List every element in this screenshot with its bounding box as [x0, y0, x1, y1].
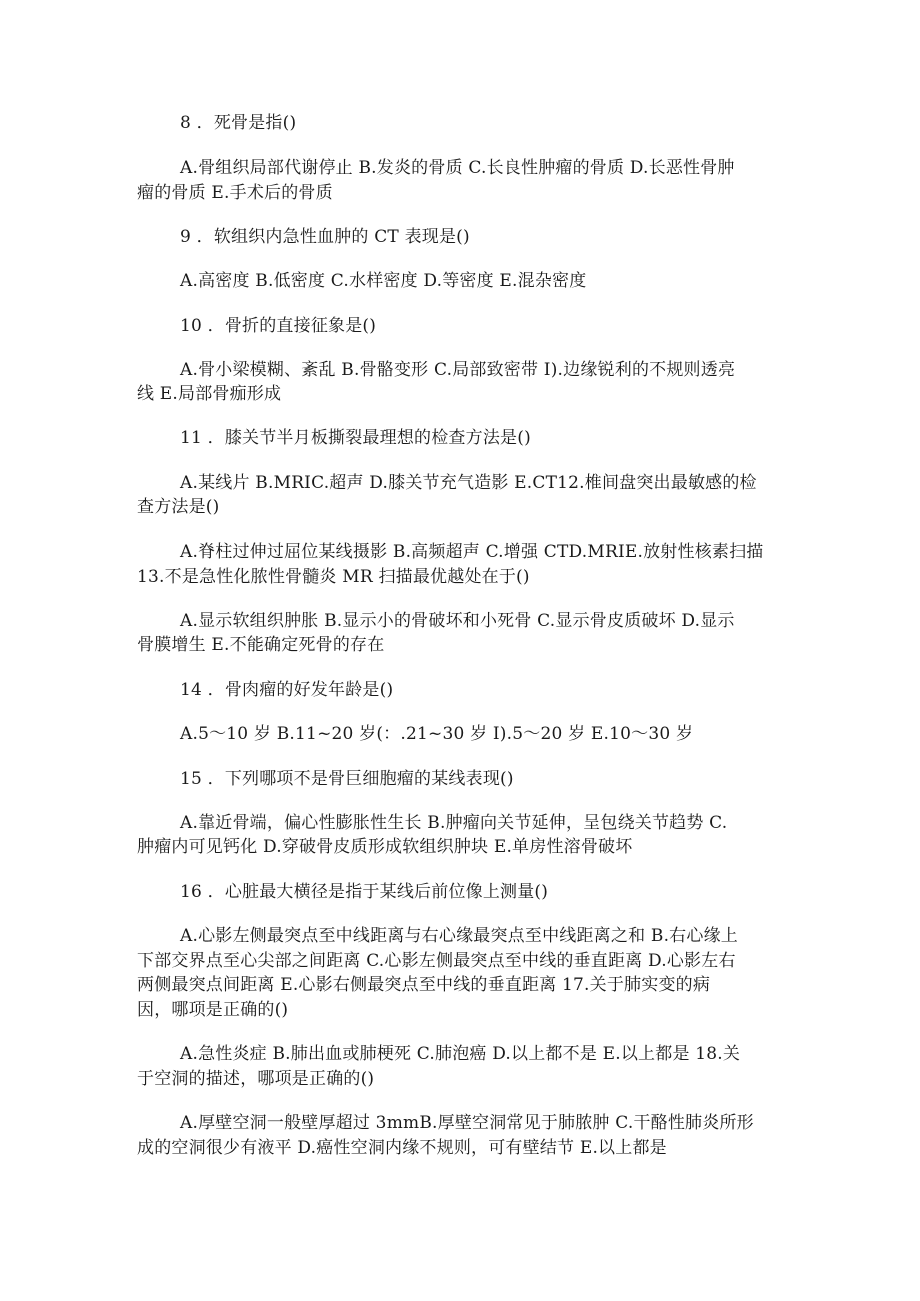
question-13: 13.不是急性化脓性骨髓炎 MR 扫描最优越处在于(): [137, 567, 530, 587]
answer-17-line-1: A.急性炎症 B.肺出血或肺梗死 C.肺泡癌 D.以上都不是 E.以上都是 18.关: [180, 1044, 741, 1064]
answer-13-line-1: A.显示软组织肿胀 B.显示小的骨破坏和小死骨 C.显示骨皮质破坏 D.显示: [180, 611, 735, 631]
answer-8-line-1: A.骨组织局部代谢停止 B.发炎的骨质 C.长良性肿瘤的骨质 D.长恶性骨肿: [180, 158, 735, 178]
answer-13-line-2: 骨膜增生 E.不能确定死骨的存在: [137, 635, 385, 655]
question-11: 11 ．膝关节半月板撕裂最理想的检查方法是(): [180, 428, 531, 448]
answer-8-line-2: 瘤的骨质 E.手术后的骨质: [137, 183, 333, 203]
question-16: 16 ．心脏最大横径是指于某线后前位像上测量(): [180, 882, 549, 902]
question-9: 9 ．软组织内急性血肿的 CT 表现是(): [180, 227, 470, 247]
answer-18-line-2: 成的空洞很少有液平 D.癌性空洞内缘不规则，可有壁结节 E.以上都是: [137, 1138, 667, 1158]
answer-15-line-2: 肿瘤内可见钙化 D.穿破骨皮质形成软组织肿块 E.单房性溶骨破坏: [137, 837, 633, 857]
answer-11-line-2: 查方法是(): [137, 497, 220, 517]
answer-18-line-1: A.厚壁空洞一般壁厚超过 3mmB.厚壁空洞常见于肺脓肿 C.干酪性肺炎所形: [180, 1113, 754, 1133]
answer-10-line-1: A.骨小梁模糊、紊乱 B.骨骼变形 C.局部致密带 I).边缘锐利的不规则透亮: [180, 360, 736, 380]
answer-11-line-1: A.某线片 B.MRIC.超声 D.膝关节充气造影 E.CT12.椎间盘突出最敏感的检: [180, 473, 757, 493]
answer-16-line-3: 两侧最突点间距离 E.心影右侧最突点至中线的垂直距离 17.关于肺实变的病: [137, 975, 711, 995]
question-8: 8 ．死骨是指(): [180, 113, 297, 133]
question-14: 14 ．骨肉瘤的好发年龄是(): [180, 680, 394, 700]
answer-15-line-1: A.靠近骨端，偏心性膨胀性生长 B.肿瘤向关节延伸，呈包绕关节趋势 C.: [180, 813, 728, 833]
question-17: 因，哪项是正确的(): [137, 1000, 289, 1020]
answer-10-line-2: 线 E.局部骨痂形成: [137, 384, 282, 404]
answer-16-line-1: A.心影左侧最突点至中线距离与右心缘最突点至中线距离之和 B.右心缘上: [180, 926, 738, 946]
answer-9-line-1: A.高密度 B.低密度 C.水样密度 D.等密度 E.混杂密度: [180, 271, 587, 291]
question-18: 于空洞的描述，哪项是正确的(): [137, 1069, 375, 1089]
answer-16-line-2: 下部交界点至心尖部之间距离 C.心影左侧最突点至中线的垂直距离 D.心影左右: [137, 951, 736, 971]
answer-12-line-1: A.脊柱过伸过屈位某线摄影 B.高频超声 C.增强 CTD.MRIE.放射性核素扫描: [180, 542, 764, 562]
question-15: 15 ．下列哪项不是骨巨细胞瘤的某线表现(): [180, 769, 514, 789]
question-10: 10 ．骨折的直接征象是(): [180, 316, 377, 336]
answer-14-line-1: A.5～10 岁 B.11~20 岁(：.21~30 岁 I).5～20 岁 E.10～30 岁: [180, 724, 694, 744]
